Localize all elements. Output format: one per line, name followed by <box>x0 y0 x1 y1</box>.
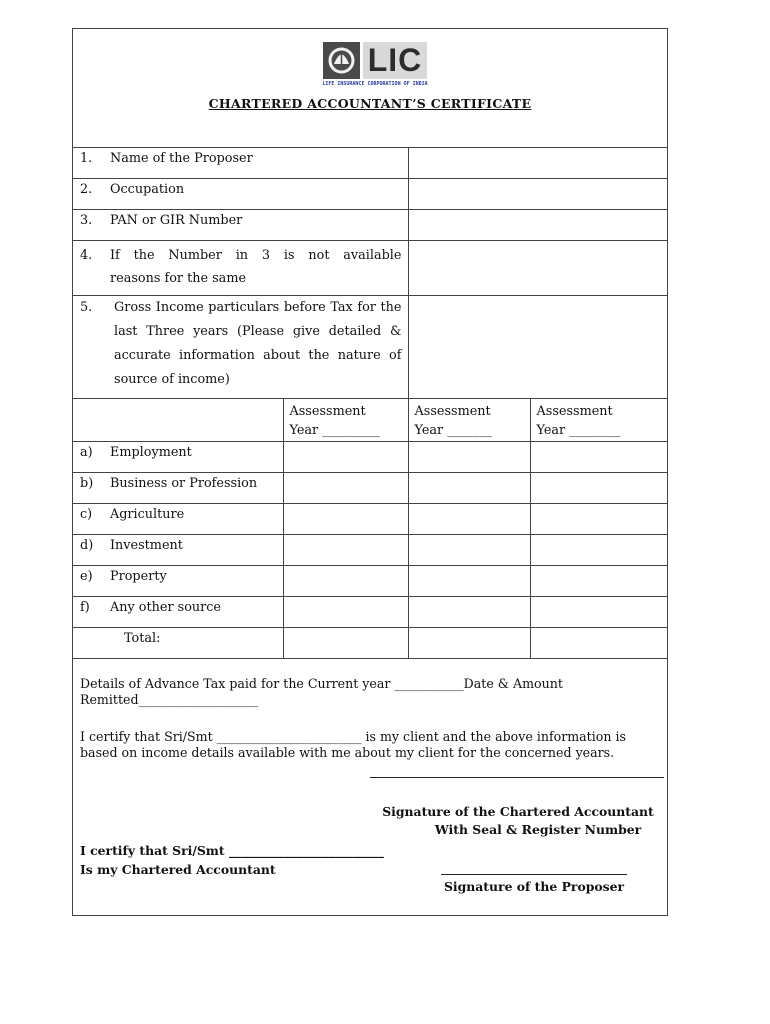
assessment-label: Assessment <box>289 404 366 419</box>
question-label: If the Number in 3 is not available <box>110 248 402 263</box>
question-label-cont: accurate information about the nature of <box>114 348 402 363</box>
income-label: Property <box>110 569 167 584</box>
certify-text: I certify that Sri/Smt _______________________ is my client and the above information is based on income details available with me about my client for the concerned years. <box>80 729 626 760</box>
income-key: f) <box>80 600 90 615</box>
question-number: 4. <box>80 248 93 263</box>
lic-logo-text: LIC <box>363 42 427 79</box>
ca-signature-line[interactable] <box>370 777 664 778</box>
income-key: a) <box>80 445 93 460</box>
assessment-year: Year ________ <box>536 423 621 438</box>
question-number: 1. <box>80 151 93 166</box>
question-number: 5. <box>80 300 93 315</box>
question-label: Gross Income particulars before Tax for the <box>114 300 402 315</box>
income-label: Any other source <box>110 600 221 615</box>
lic-logo-subtext: LIFE INSURANCE CORPORATION OF INDIA <box>322 81 428 87</box>
assessment-label: Assessment <box>536 404 613 419</box>
question-label: PAN or GIR Number <box>110 213 243 228</box>
income-key: e) <box>80 569 93 584</box>
income-key: d) <box>80 538 94 553</box>
proposer-signature-label: Signature of the Proposer <box>443 879 625 894</box>
certificate-page <box>72 28 668 916</box>
assessment-year: Year _______ <box>414 423 493 438</box>
question-label: Name of the Proposer <box>110 151 253 166</box>
page-title: CHARTERED ACCOUNTANT’S CERTIFICATE <box>208 96 532 111</box>
proposer-signature-line[interactable] <box>441 874 627 875</box>
question-number: 3. <box>80 213 93 228</box>
question-label-cont: reasons for the same <box>110 271 247 286</box>
question-label-cont: last Three years (Please give detailed & <box>114 324 402 339</box>
question-label-cont: source of income) <box>114 372 230 387</box>
advance-tax-text: Details of Advance Tax paid for the Current year ___________Date & Amount Remitted___________________ <box>80 676 563 707</box>
question-number: 2. <box>80 182 93 197</box>
income-label: Business or Profession <box>110 476 258 491</box>
income-key: c) <box>80 507 93 522</box>
assessment-year: Year _________ <box>289 423 380 438</box>
ca-signature-label: Signature of the Chartered Accountant With Seal & Register Number <box>382 804 654 837</box>
income-label: Agriculture <box>110 507 185 522</box>
proposer-certify-text: I certify that Sri/Smt _________________________ Is my Chartered Accountant <box>80 843 384 877</box>
total-label: Total: <box>124 631 161 646</box>
income-key: b) <box>80 476 94 491</box>
income-label: Employment <box>110 445 192 460</box>
income-label: Investment <box>110 538 183 553</box>
assessment-label: Assessment <box>414 404 491 419</box>
question-label: Occupation <box>110 182 185 197</box>
